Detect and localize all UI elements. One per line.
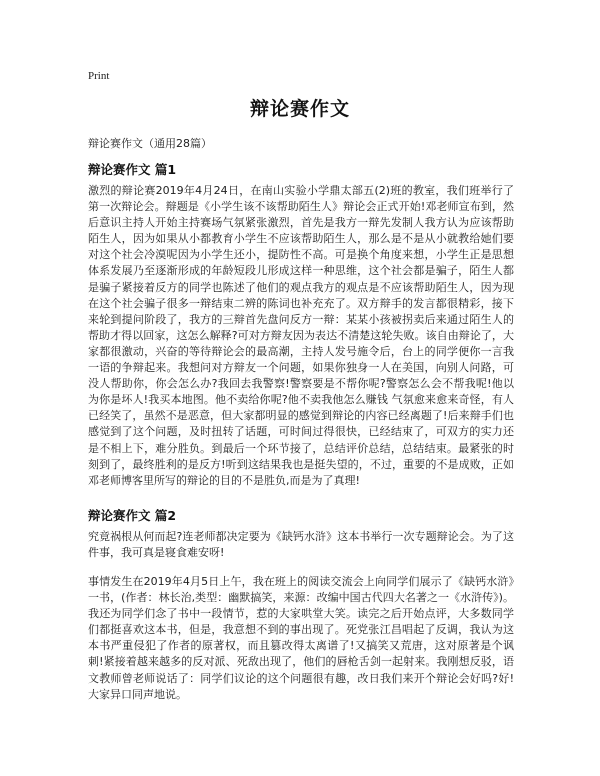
section-heading-1: 辩论赛作文 篇1 <box>88 162 177 177</box>
paragraph-1-1: 激烈的辩论赛2019年4月24日，在南山实验小学鼎太部五(2)班的教室，我们班举行了第一次辩论会。辩题是《小学生该不该帮助陌生人》辩论会正式开始!邓老师宣布到，然后意识主持人开始主持赛场气氛紧张激烈，首先是我方一辩先发制人我方认为应该帮助陌生人，因为如果从小都教育小学生不应该帮助陌生人，那么是不是从小就教给她们要对这个社会冷漠呢因为小学生还小，提防性不高。可是换个角度来想，小学生正是思想体系发展乃至逐渐形成的年龄短段儿形成这样一种思维，这个社会都是骗子，陌生人都是骗子紧接着反方的同学也陈述了他们的观点我方的观点是不应该帮助陌生人，因为现在这个社会骗子很多一辩结束二辨的陈词也补充充了。双方辩手的发言都很精彩，接下来轮到提问阶段了，我方的三辩首先盘问反方一辩：某某小孩被拐卖后来通过陌生人的帮助才得以回家，这怎么解释?可对方辩友因为表达不清楚这轮失败。该自由辩论了，大家都很激动，兴奋的等待辩论会的最高潮，主持人发号施令后，台上的同学便你一言我一语的争辩起来。我想问对方辩友一个问题，如果你独身一人在美国，向别人问路，可没人帮助你，你会怎么办?我回去我警察!警察要是不帮你呢?警察怎么会不帮我呢!他以为你是坏人!我买本地图。他不卖给你呢?他不卖我他怎么赚钱 气氛愈来愈来奇怪，有人已经笑了，虽然不是恶意，但大家都明显的感觉到辩论的内容已经离题了!后来辩手们也感觉到了这个问题，及时扭转了话题，可时间过得很快，已经结束了，可双方的实力还是不相上下，难分胜负。到最后一个环节接了，总结评价总结，总结结束。最紧张的时刻到了，最终胜利的是反方!听到这结果我也是挺失望的，不过，重要的不是成败，正如邓老师博客里所写的辩论的目的不是胜负,而是为了真理! <box>88 184 514 487</box>
paragraph-2-2: 事情发生在2019年4月5日上午，我在班上的阅读交流会上向同学们展示了《缺钙水浒》一书，(作者：林长治,类型：幽默搞笑，来源：改编中国古代四大名著之一《水浒传》)。我还为同学们念了书中一段情节，惹的大家哄堂大笑。读完之后开始点评，大多数同学们都挺喜欢这本书，但是，我意想不到的事出现了。死党张江昌唱起了反调，我认为这本书严重侵犯了作者的原著权，而且篡改得太离谱了!又搞笑又荒唐，这对原著是个讽刺!紧接着越来越多的反对派、死敌出现了，他们的唇枪舌剑一起射来。我刚想反驳，语文教师曾老师说话了：同学们议论的这个问题很有趣，改日我们来开个辩论会好吗?好!大家异口同声地说。 <box>88 575 514 701</box>
section-heading-2: 辩论赛作文 篇2 <box>88 508 177 523</box>
page-title: 辩论赛作文 <box>249 98 350 120</box>
paragraph-2-1: 究竟祸根从何而起?连老师都决定要为《缺钙水浒》这本书举行一次专题辩论会。为了这件事，我可真是寝食难安呀! <box>88 530 514 560</box>
document-subtitle: 辩论赛作文（通用28篇） <box>88 137 212 150</box>
print-label: Print <box>88 70 110 82</box>
